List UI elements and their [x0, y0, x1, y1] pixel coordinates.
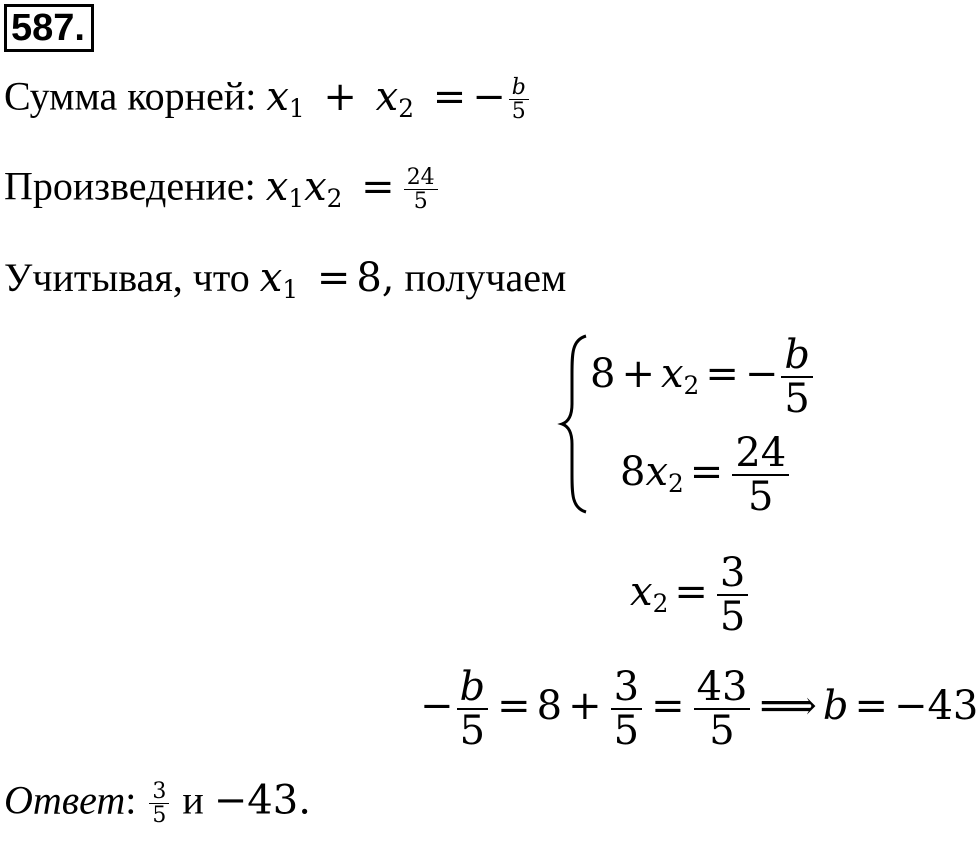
product-formula: $x_1x_2$ = $\frac{24}{5}$: [266, 164, 441, 210]
answer-label: Ответ: [4, 777, 126, 823]
sum-label: Сумма корней:: [4, 73, 257, 119]
sum-formula: $x_1 + x_2$ = − $\frac{b}{5}$: [266, 74, 531, 120]
answer-line: Ответ: $\frac{3}{5}$ и −43.: [4, 777, 311, 829]
sum-of-roots-line: [4, 73, 532, 125]
task-number: 587.: [4, 6, 94, 50]
system-brace: [560, 334, 590, 514]
product-label: Произведение:: [4, 163, 256, 209]
fraction-24-over-5: $\frac{24}{5}$: [732, 432, 789, 518]
fraction-3-over-5: $\frac{3}{5}$: [717, 552, 748, 638]
fraction-b-over-5: $\frac{b}{5}$: [781, 334, 813, 420]
system-row-1: $8 + x_2$ = − $\frac{b}{5}$: [590, 334, 816, 420]
fraction-b-over-5: $\frac{b}{5}$: [457, 666, 489, 752]
given-root-line: Учитывая, что $x_1 = 8$, получаем: [4, 255, 567, 304]
fraction-24-over-5: $\frac{24}{5}$: [404, 166, 438, 213]
x2-result: $x_2$ = $\frac{3}{5}$: [630, 552, 751, 638]
fraction-3-over-5: $\frac{3}{5}$: [149, 780, 169, 827]
system-row-2: $8x_2$ = $\frac{24}{5}$: [620, 432, 792, 518]
b-result: − $\frac{b}{5}$ = 8 + $\frac{3}{5}$ = $\frac{43}{5}$ ⟹ b = −43: [420, 664, 978, 754]
fraction-43-over-5: $\frac{43}{5}$: [694, 666, 751, 752]
fraction-b-over-5: $\frac{b}{5}$: [509, 76, 529, 123]
fraction-3-over-5: $\frac{3}{5}$: [611, 666, 642, 752]
product-of-roots-line: [4, 163, 441, 215]
